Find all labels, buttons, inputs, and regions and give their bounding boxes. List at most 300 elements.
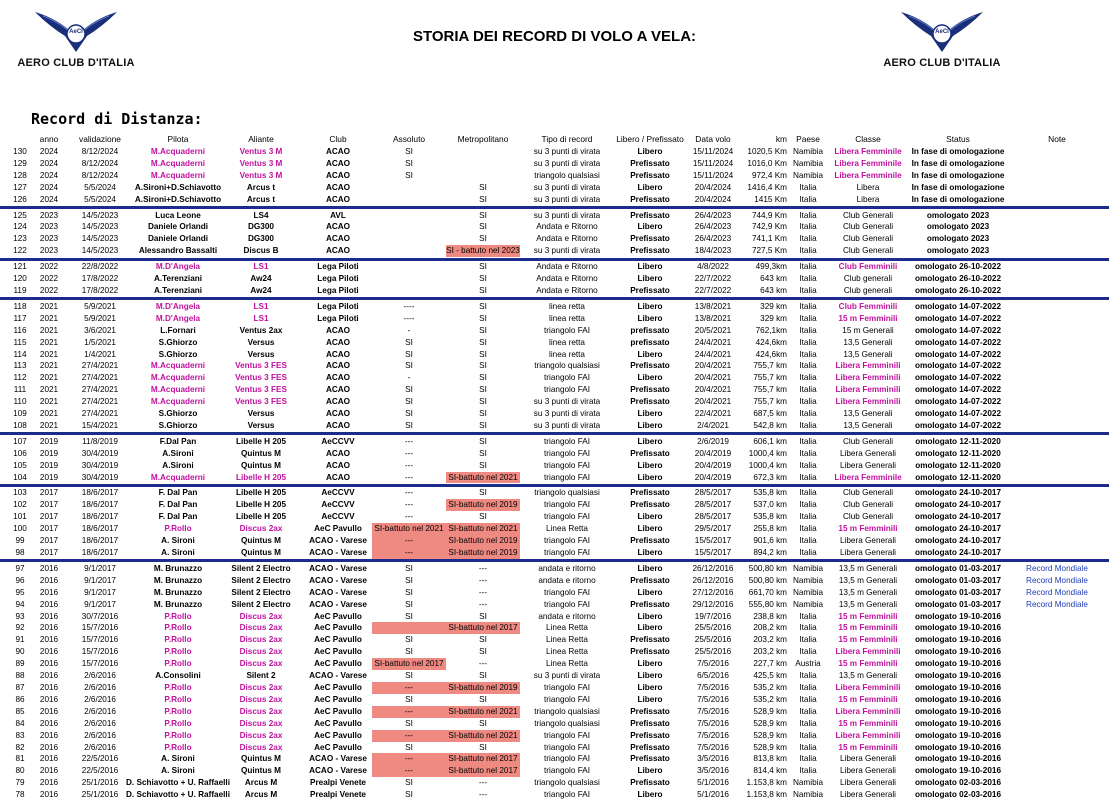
cell-met: SI [479, 611, 487, 621]
cell-club: ACAO [325, 409, 351, 419]
cell-paese: Italia [799, 671, 817, 681]
cell-cls: Libera [856, 182, 880, 192]
cell-tipo: triangolo FAI [544, 512, 590, 522]
cell-val: 18/6/2017 [81, 524, 119, 534]
cell-anno: 2016 [39, 778, 59, 788]
cell-n: 119 [13, 285, 27, 295]
cell-ass [372, 285, 446, 297]
cell-km: 972,4 Km [751, 170, 787, 180]
table-row [0, 646, 1109, 658]
cell-club: ACAO [325, 182, 351, 192]
cell-pil: M. Brunazzo [153, 587, 203, 597]
column-header: Note [1048, 134, 1066, 144]
cell-n: 114 [13, 349, 27, 359]
cell-lib: Libero [637, 587, 663, 597]
cell-note [1010, 261, 1104, 273]
cell-lib: Libero [637, 671, 663, 681]
cell-ali: DG300 [248, 234, 274, 244]
cell-lib: Libero [637, 548, 663, 557]
cell-stat: omologato 14-07-2022 [915, 420, 1001, 430]
cell-pil: M.D'Angela [155, 313, 201, 323]
cell-val: 2/6/2016 [84, 682, 116, 692]
cell-club: Lega Piloti [317, 274, 359, 284]
cell-val: 22/5/2016 [81, 766, 119, 776]
cell-km: 203,2 km [753, 647, 787, 657]
cell-data: 7/5/2016 [697, 730, 729, 740]
cell-pil: M.Acquaderni [150, 397, 206, 407]
table-row [0, 611, 1109, 623]
cell-paese: Italia [799, 246, 817, 256]
cell-data: 7/5/2016 [697, 659, 729, 669]
cell-n: 123 [13, 234, 27, 244]
cell-pil: M.Acquaderni [150, 373, 206, 383]
cell-club: AeC Pavullo [314, 694, 362, 704]
table-row [0, 587, 1109, 599]
table-row [0, 170, 1109, 182]
cell-note: Record Mondiale [1026, 575, 1088, 585]
cell-km: 672,3 km [753, 472, 787, 482]
cell-stat: omologato 01-03-2017 [915, 599, 1001, 609]
cell-club: ACAO [325, 194, 351, 204]
cell-paese: Italia [799, 262, 817, 272]
table-row [0, 313, 1109, 325]
cell-data: 6/5/2016 [697, 671, 729, 681]
cell-tipo: triangolo FAI [544, 599, 590, 609]
cell-km: 238,8 km [753, 611, 787, 621]
cell-km: 643 km [760, 285, 787, 295]
cell-note [1010, 396, 1104, 408]
cell-km: 762,1km [755, 325, 787, 335]
logo-right-text: AERO CLUB D'ITALIA [883, 57, 1001, 69]
cell-note [1010, 547, 1104, 559]
cell-club: AeC Pavullo [314, 730, 362, 740]
cell-met: SI [479, 301, 487, 311]
cell-anno: 2016 [39, 563, 59, 573]
table-row [0, 718, 1109, 730]
cell-n: 110 [13, 397, 27, 407]
cell-data: 22/7/2022 [694, 285, 732, 295]
cell-club: ACAO - Varese [309, 754, 367, 764]
table-row [0, 396, 1109, 408]
cell-tipo: triangolo FAI [544, 385, 590, 395]
cell-lib: Prefissato [630, 500, 670, 510]
cell-met: SI-battuto nel 2017 [446, 765, 520, 777]
cell-pil: M. Brunazzo [153, 575, 203, 585]
cell-km: 814,4 km [753, 766, 787, 776]
cell-note [1010, 487, 1104, 499]
cell-pil: D. Schiavotto + U. Raffaelli [126, 790, 230, 800]
cell-cls: Libera Femminili [835, 385, 901, 395]
cell-ali: Libelle H 205 [235, 488, 287, 498]
cell-anno: 2016 [39, 730, 59, 740]
cell-km: 203,2 km [753, 635, 787, 645]
cell-pil: A.Consolini [155, 671, 201, 681]
cell-note [1010, 146, 1104, 158]
cell-val: 2/6/2016 [84, 730, 116, 740]
cell-km: 901,6 km [753, 536, 787, 546]
cell-tipo: Andata e Ritorno [536, 262, 598, 272]
cell-note [1010, 765, 1104, 777]
cell-paese: Italia [799, 706, 817, 716]
cell-ass: --- [404, 448, 414, 458]
table-row [0, 575, 1109, 587]
cell-met: SI-battuto nel 2019 [446, 682, 520, 694]
cell-paese: Italia [799, 397, 817, 407]
cell-paese: Italia [799, 742, 817, 752]
cell-club: ACAO [325, 448, 351, 458]
cell-tipo: su 3 punti di virata [533, 409, 601, 419]
cell-cls: 13,5 Generali [843, 409, 893, 419]
cell-km: 742,9 Km [751, 222, 787, 232]
cell-cls: 13,5 m Generali [838, 575, 898, 585]
cell-paese: Austria [795, 659, 821, 669]
cell-club: ACAO [325, 246, 351, 256]
cell-pil: P.Rollo [164, 524, 192, 534]
cell-ass: SI [405, 790, 413, 800]
cell-met: SI [479, 436, 487, 446]
cell-club: ACAO [325, 158, 351, 168]
cell-ass: --- [372, 682, 446, 694]
cell-pil: A.Terenziani [153, 285, 203, 295]
cell-n: 79 [15, 778, 25, 788]
table-row [0, 349, 1109, 361]
table-row [0, 742, 1109, 754]
cell-pil: F. Dal Pan [158, 500, 198, 510]
cell-tipo: andata e ritorno [538, 611, 596, 621]
cell-paese: Italia [799, 234, 817, 244]
cell-km: 1.153,8 km [746, 778, 787, 788]
cell-val: 27/4/2021 [81, 361, 119, 371]
cell-club: ACAO [325, 397, 351, 407]
cell-km: 208,2 km [753, 623, 787, 633]
cell-lib: Prefissato [630, 158, 670, 168]
cell-pil: M.Acquaderni [150, 170, 206, 180]
cell-cls: Club generali [843, 274, 893, 284]
cell-anno: 2016 [39, 706, 59, 716]
cell-n: 129 [13, 158, 27, 168]
cell-ali: Versus [247, 420, 275, 430]
cell-cls: 15 m Femminili [838, 611, 898, 621]
cell-paese: Italia [799, 274, 817, 284]
cell-pil: M. Brunazzo [153, 599, 203, 609]
cell-tipo: Andata e Ritorno [536, 234, 598, 244]
cell-club: ACAO [325, 147, 351, 156]
cell-tipo: andata e ritorno [538, 563, 596, 573]
cell-stat: omologato 19-10-2016 [915, 742, 1001, 752]
cell-paese: Italia [799, 754, 817, 764]
cell-cls: 15 m Femminili [838, 313, 898, 323]
cell-met: --- [478, 575, 488, 585]
cell-ali: Discus 2ax [239, 718, 283, 728]
cell-km: 528,9 km [753, 718, 787, 728]
cell-met: --- [478, 778, 488, 788]
cell-anno: 2019 [39, 460, 59, 470]
cell-tipo: su 3 punti di virata [533, 182, 601, 192]
cell-club: ACAO [325, 234, 351, 244]
cell-ass: SI [405, 170, 413, 180]
cell-ali: Libelle H 205 [235, 512, 287, 522]
cell-club: ACAO - Varese [309, 766, 367, 776]
cell-cls: 13,5 Generali [843, 420, 893, 430]
cell-lib: Prefissato [630, 210, 670, 220]
cell-met: SI [479, 385, 487, 395]
table-row [0, 233, 1109, 245]
cell-tipo: linea retta [549, 337, 585, 347]
cell-val: 22/8/2022 [81, 262, 119, 272]
cell-pil: S.Ghiorzo [158, 349, 198, 359]
cell-val: 1/5/2021 [84, 337, 116, 347]
cell-met: --- [478, 659, 488, 669]
cell-pil: A.Sironi [162, 460, 194, 470]
cell-ass [372, 233, 446, 245]
cell-ass: SI [405, 671, 413, 681]
cell-data: 22/7/2022 [694, 274, 732, 284]
cell-pil: M.D'Angela [155, 301, 201, 311]
cell-lib: Prefissato [630, 778, 670, 788]
cell-anno: 2016 [39, 790, 59, 800]
cell-ass: ---- [403, 301, 415, 311]
cell-cls: 15 m Femminili [838, 742, 898, 752]
cell-val: 1/4/2021 [84, 349, 116, 359]
cell-lib: Libero [637, 472, 663, 482]
cell-stat: omologato 19-10-2016 [915, 682, 1001, 692]
cell-n: 112 [13, 373, 27, 383]
column-header: Pilota [167, 134, 189, 144]
cell-val: 18/6/2017 [81, 500, 119, 510]
cell-lib: Prefissato [630, 742, 670, 752]
column-header: Libero / Prefissato [616, 134, 684, 144]
cell-ali: LS1 [253, 301, 269, 311]
cell-tipo: triangolo qualsiasi [534, 778, 600, 788]
cell-paese: Italia [799, 301, 817, 311]
cell-ass [372, 245, 446, 257]
cell-anno: 2017 [39, 548, 59, 557]
cell-stat: omologato 26-10-2022 [915, 274, 1001, 284]
cell-n: 88 [15, 671, 25, 681]
cell-data: 26/4/2023 [694, 222, 732, 232]
table-row [0, 472, 1109, 484]
cell-club: Prealpi Venete [310, 790, 366, 800]
cell-ali: Discus 2ax [239, 647, 283, 657]
cell-pil: P.Rollo [164, 718, 192, 728]
cell-note [1010, 694, 1104, 706]
cell-pil: Alessandro Bassalti [138, 246, 218, 256]
cell-met [446, 158, 520, 170]
cell-val: 2/6/2016 [84, 706, 116, 716]
cell-anno: 2016 [39, 587, 59, 597]
cell-val: 15/7/2016 [81, 623, 119, 633]
cell-cls: Libera Femminili [835, 373, 901, 383]
cell-club: ACAO - Varese [309, 575, 367, 585]
cell-tipo: su 3 punti di virata [533, 210, 601, 220]
cell-paese: Italia [799, 448, 817, 458]
cell-cls: Libera Femminile [834, 472, 902, 482]
cell-tipo: triangolo FAI [544, 742, 590, 752]
cell-tipo: su 3 punti di virata [533, 158, 601, 168]
cell-tipo: Andata e Ritorno [536, 274, 598, 284]
cell-pil: S.Ghiorzo [158, 409, 198, 419]
cell-pil: P.Rollo [164, 694, 192, 704]
cell-ass: --- [404, 512, 414, 522]
cell-data: 20/5/2021 [694, 325, 732, 335]
cell-km: 535,2 km [753, 694, 787, 704]
cell-data: 20/4/2021 [694, 385, 732, 395]
cell-data: 28/5/2017 [694, 488, 732, 498]
cell-anno: 2022 [39, 285, 59, 295]
cell-tipo: triangolo qualsiasi [534, 361, 600, 371]
cell-ass: --- [372, 753, 446, 765]
cell-note [1010, 182, 1104, 194]
cell-tipo: triangolo qualsiasi [534, 170, 600, 180]
cell-n: 98 [15, 548, 25, 557]
cell-lib: Libero [637, 373, 663, 383]
cell-paese: Italia [799, 420, 817, 430]
cell-lib: Libero [637, 301, 663, 311]
cell-note [1010, 313, 1104, 325]
cell-paese: Italia [799, 285, 817, 295]
cell-pil: P.Rollo [164, 706, 192, 716]
cell-tipo: triangolo FAI [544, 536, 590, 546]
cell-val: 18/6/2017 [81, 536, 119, 546]
cell-tipo: triangolo FAI [544, 448, 590, 458]
cell-met: SI [479, 262, 487, 272]
cell-met: SI [479, 361, 487, 371]
cell-met: --- [478, 563, 488, 573]
cell-stat: omologato 24-10-2017 [915, 488, 1001, 498]
cell-paese: Italia [799, 536, 817, 546]
cell-tipo: triangolo FAI [544, 460, 590, 470]
cell-note [1010, 730, 1104, 742]
cell-cls: Libera Femminili [835, 730, 901, 740]
cell-val: 18/6/2017 [81, 548, 119, 557]
cell-pil: M.Acquaderni [150, 385, 206, 395]
cell-cls: Libera Femminile [834, 158, 902, 168]
cell-stat: omologato 24-10-2017 [915, 524, 1001, 534]
cell-ali: Discus 2ax [239, 682, 283, 692]
cell-cls: Libera Generali [840, 448, 896, 458]
cell-note [1010, 349, 1104, 361]
table-row [0, 511, 1109, 523]
cell-n: 86 [15, 694, 25, 704]
cell-tipo: su 3 punti di virata [533, 147, 601, 156]
cell-tipo: triangolo FAI [544, 682, 590, 692]
cell-lib: Libero [637, 420, 663, 430]
cell-tipo: linea retta [549, 313, 585, 323]
cell-n: 115 [13, 337, 27, 347]
cell-met: SI [479, 325, 487, 335]
table-row [0, 753, 1109, 765]
cell-met: SI [479, 512, 487, 522]
cell-data: 20/4/2021 [694, 361, 732, 371]
cell-paese: Italia [799, 647, 817, 657]
cell-anno: 2024 [39, 170, 59, 180]
cell-tipo: triangolo FAI [544, 730, 590, 740]
cell-ass [372, 221, 446, 233]
cell-stat: omologato 19-10-2016 [915, 730, 1001, 740]
cell-pil: A. Sironi [161, 548, 195, 557]
cell-data: 25/5/2016 [694, 623, 732, 633]
cell-val: 15/7/2016 [81, 659, 119, 669]
cell-stat: omologato 14-07-2022 [915, 385, 1001, 395]
cell-km: 535,8 km [753, 488, 787, 498]
cell-km: 643 km [760, 274, 787, 284]
cell-paese: Italia [799, 524, 817, 534]
cell-km: 500,80 km [748, 575, 787, 585]
cell-met: --- [478, 790, 488, 800]
cell-n: 84 [15, 718, 25, 728]
cell-met: SI [479, 397, 487, 407]
cell-data: 22/4/2021 [694, 409, 732, 419]
cell-paese: Namibia [792, 158, 824, 168]
cell-n: 109 [13, 409, 27, 419]
cell-stat: In fase di omologazione [911, 147, 1005, 156]
cell-tipo: Linea Retta [546, 647, 588, 657]
cell-club: ACAO [325, 170, 351, 180]
cell-n: 78 [15, 790, 25, 800]
cell-ass: SI [405, 397, 413, 407]
cell-tipo: su 3 punti di virata [533, 194, 601, 204]
cell-n: 130 [13, 147, 27, 156]
cell-paese: Italia [799, 500, 817, 510]
cell-stat: omologato 02-03-2016 [915, 778, 1001, 788]
cell-km: 813,8 km [753, 754, 787, 764]
cell-ali: Arcus t [246, 182, 276, 192]
cell-ass: SI [405, 349, 413, 359]
cell-pil: M.Acquaderni [150, 361, 206, 371]
cell-paese: Italia [799, 730, 817, 740]
cell-club: ACAO [325, 373, 351, 383]
cell-met: SI-battuto nel 2019 [446, 535, 520, 547]
cell-ali: DG300 [248, 222, 274, 232]
cell-data: 7/5/2016 [697, 682, 729, 692]
cell-anno: 2017 [39, 500, 59, 510]
cell-ass: SI [405, 718, 413, 728]
cell-lib: Libero [637, 659, 663, 669]
cell-met: SI [479, 420, 487, 430]
cell-anno: 2017 [39, 536, 59, 546]
cell-pil: A. Sironi [161, 536, 195, 546]
cell-anno: 2021 [39, 361, 59, 371]
cell-cls: Club Generali [842, 512, 894, 522]
table-row [0, 158, 1109, 170]
cell-paese: Italia [799, 611, 817, 621]
cell-km: 755,7 km [753, 373, 787, 383]
cell-note [1010, 337, 1104, 349]
cell-tipo: Andata e Ritorno [536, 285, 598, 295]
cell-lib: Libero [637, 182, 663, 192]
cell-met: --- [478, 587, 488, 597]
cell-lib: Libero [637, 222, 663, 232]
cell-val: 22/5/2016 [81, 754, 119, 764]
cell-lib: Prefissato [630, 285, 670, 295]
cell-pil: P.Rollo [164, 647, 192, 657]
cell-anno: 2024 [39, 194, 59, 204]
cell-note [1010, 285, 1104, 297]
cell-pil: A.Terenziani [153, 274, 203, 284]
cell-met: SI [479, 274, 487, 284]
cell-km: 1016,0 Km [747, 158, 787, 168]
cell-club: ACAO [325, 385, 351, 395]
cell-cls: 15 m Femminili [838, 635, 898, 645]
cell-lib: Prefissato [630, 754, 670, 764]
cell-note [1010, 611, 1104, 623]
cell-val: 3/6/2021 [84, 325, 116, 335]
cell-note [1010, 634, 1104, 646]
cell-club: AeCCVV [321, 512, 355, 522]
cell-val: 9/1/2017 [84, 599, 116, 609]
cell-ass [372, 182, 446, 194]
cell-anno: 2021 [39, 385, 59, 395]
